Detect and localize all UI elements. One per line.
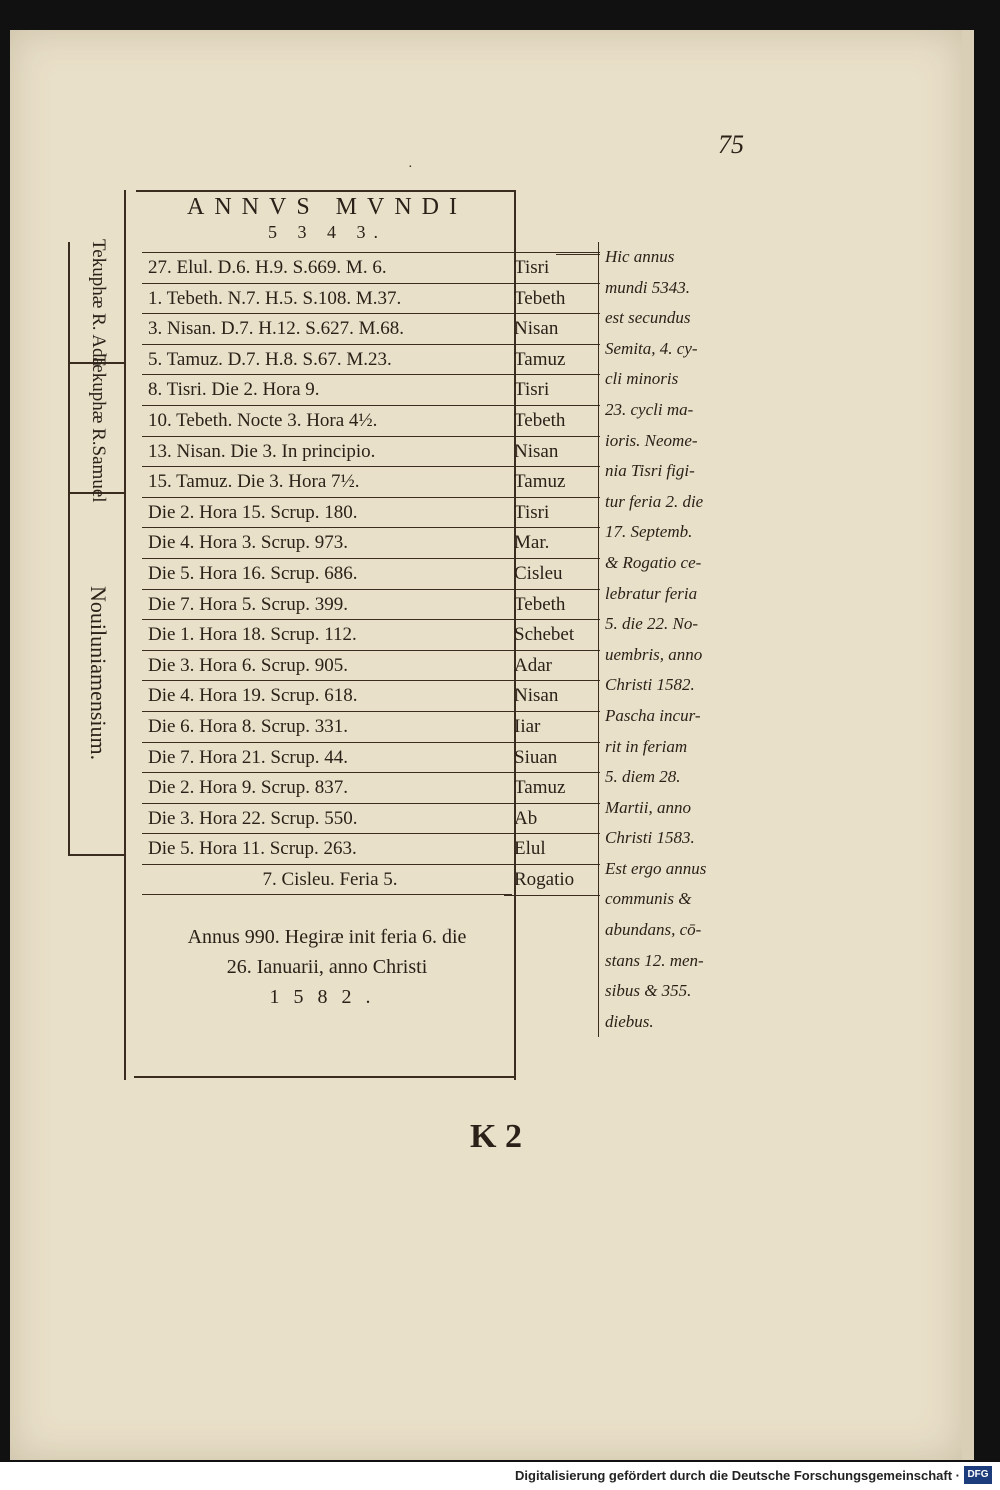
table-title: ANNVS MVNDI <box>186 194 467 220</box>
month-cell: Cisleu <box>504 558 600 589</box>
note-line: Hic annus <box>605 247 675 266</box>
note-line: Martii, anno <box>605 797 691 817</box>
month-cell: Siuan <box>504 742 600 773</box>
note-line: cli minoris <box>605 369 679 389</box>
note-line: Est ergo annus <box>605 858 707 878</box>
month-cell: Tebeth <box>504 405 600 436</box>
note-line: 5. die 22. No- <box>605 614 699 634</box>
note-line: lebratur feria <box>605 583 698 603</box>
hegira-line-2: 26. Ianuarii, anno Christi <box>226 956 428 978</box>
note-line: sibus & 355. <box>605 981 692 1001</box>
table-year: 5 3 4 3. <box>268 222 386 242</box>
table-row: Die 2. Hora 15. Scrup. 180. <box>142 497 512 528</box>
ink-mark: · <box>408 160 413 175</box>
month-cell: Tisri <box>504 374 600 405</box>
note-line: & Rogatio ce- <box>605 552 702 572</box>
table-row: Die 4. Hora 19. Scrup. 618. <box>142 680 512 711</box>
table-row: Die 4. Hora 3. Scrup. 973. <box>142 527 512 558</box>
note-line: 5. diem 28. <box>605 767 681 787</box>
table-row: Die 1. Hora 18. Scrup. 112. <box>142 619 512 650</box>
month-cell: Tamuz <box>504 772 600 803</box>
table-row: Die 5. Hora 16. Scrup. 686. <box>142 558 512 589</box>
month-cell: Tamuz <box>504 344 600 375</box>
month-cell: Tebeth <box>504 283 600 314</box>
table-bottom-rule <box>134 1076 514 1078</box>
table-row: 8. Tisri. Die 2. Hora 9. <box>142 374 512 405</box>
note-line: tur feria 2. die <box>605 491 704 511</box>
note-line: communis & <box>605 889 692 909</box>
footer-credit: Digitalisierung gefördert durch die Deutsche Forschungsgemeinschaft · <box>515 1468 960 1483</box>
month-cell: Rogatio <box>504 864 600 895</box>
note-line: mundi 5343. <box>605 277 690 297</box>
table-row: Die 5. Hora 11. Scrup. 263. <box>142 833 512 864</box>
page-edge <box>962 30 974 1460</box>
month-cell: Schebet <box>504 619 600 650</box>
month-cell: Tisri <box>504 497 600 528</box>
month-cell: Adar <box>504 650 600 681</box>
note-line: est secundus <box>605 308 691 328</box>
note-line: abundans, cō- <box>605 920 702 940</box>
table-row: 27. Elul. D.6. H.9. S.669. M. 6. <box>142 252 512 283</box>
note-line: Christi 1583. <box>605 828 695 848</box>
table-row: Die 2. Hora 9. Scrup. 837. <box>142 772 512 803</box>
note-line: uembris, anno <box>605 644 703 664</box>
table-row: Die 7. Hora 5. Scrup. 399. <box>142 589 512 620</box>
side-label-rada: Tekuphæ R. Ada <box>70 242 126 364</box>
table-row: Die 3. Hora 22. Scrup. 550. <box>142 803 512 834</box>
table-row: 3. Nisan. D.7. H.12. S.627. M.68. <box>142 313 512 344</box>
note-line: diebus. <box>605 1011 654 1031</box>
month-cell: Ab <box>504 803 600 834</box>
note-line: Christi 1582. <box>605 675 695 695</box>
table-row: 13. Nisan. Die 3. In principio. <box>142 436 512 467</box>
month-cell: Elul <box>504 833 600 864</box>
annus-mundi-table <box>124 190 516 1080</box>
page-number: 75 <box>718 130 744 159</box>
note-line: rit in feriam <box>605 736 688 756</box>
footer-bar <box>0 1462 1000 1490</box>
side-label-noviluna: Nouiluniamensium. <box>86 585 111 761</box>
month-cell: Tisri <box>504 252 600 283</box>
dfg-logo: DFG <box>964 1466 992 1484</box>
note-line: ioris. Neome- <box>605 430 698 450</box>
month-cell: Iiar <box>504 711 600 742</box>
side-labels <box>68 238 126 856</box>
month-cell: Mar. <box>504 527 600 558</box>
note-line: 17. Septemb. <box>605 522 693 542</box>
hegira-line-1: Annus 990. Hegiræ init feria 6. die <box>187 926 467 948</box>
month-cell: Nisan <box>504 436 600 467</box>
table-row: Die 7. Hora 21. Scrup. 44. <box>142 742 512 773</box>
table-row: 1. Tebeth. N.7. H.5. S.108. M.37. <box>142 283 512 314</box>
note-line: stans 12. men- <box>605 950 704 970</box>
table-row: 10. Tebeth. Nocte 3. Hora 4½. <box>142 405 512 436</box>
month-cell: Nisan <box>504 680 600 711</box>
notes-leader-rule <box>556 254 600 255</box>
side-label-rsamuel: Tekuphæ R.Samuel <box>70 364 126 494</box>
month-column-end-rule <box>504 895 600 896</box>
table-row: 5. Tamuz. D.7. H.8. S.67. M.23. <box>142 344 512 375</box>
margin-notes <box>598 242 755 1037</box>
month-cell: Tebeth <box>504 589 600 620</box>
table-row: Die 3. Hora 6. Scrup. 905. <box>142 650 512 681</box>
note-line: Pascha incur- <box>605 705 701 725</box>
note-line: nia Tisri figi- <box>605 461 695 481</box>
table-row: 15. Tamuz. Die 3. Hora 7½. <box>142 466 512 497</box>
hegira-year: 1582. <box>269 986 385 1008</box>
hegira-note <box>142 922 512 1012</box>
month-cell: Nisan <box>504 313 600 344</box>
table-row: 7. Cisleu. Feria 5. <box>142 864 512 895</box>
note-line: 23. cycli ma- <box>605 399 694 419</box>
table-row: Die 6. Hora 8. Scrup. 331. <box>142 711 512 742</box>
month-cell: Tamuz <box>504 466 600 497</box>
signature-mark: K 2 <box>470 1118 522 1155</box>
note-line: Semita, 4. cy- <box>605 338 698 358</box>
table-top-rule <box>136 190 514 192</box>
